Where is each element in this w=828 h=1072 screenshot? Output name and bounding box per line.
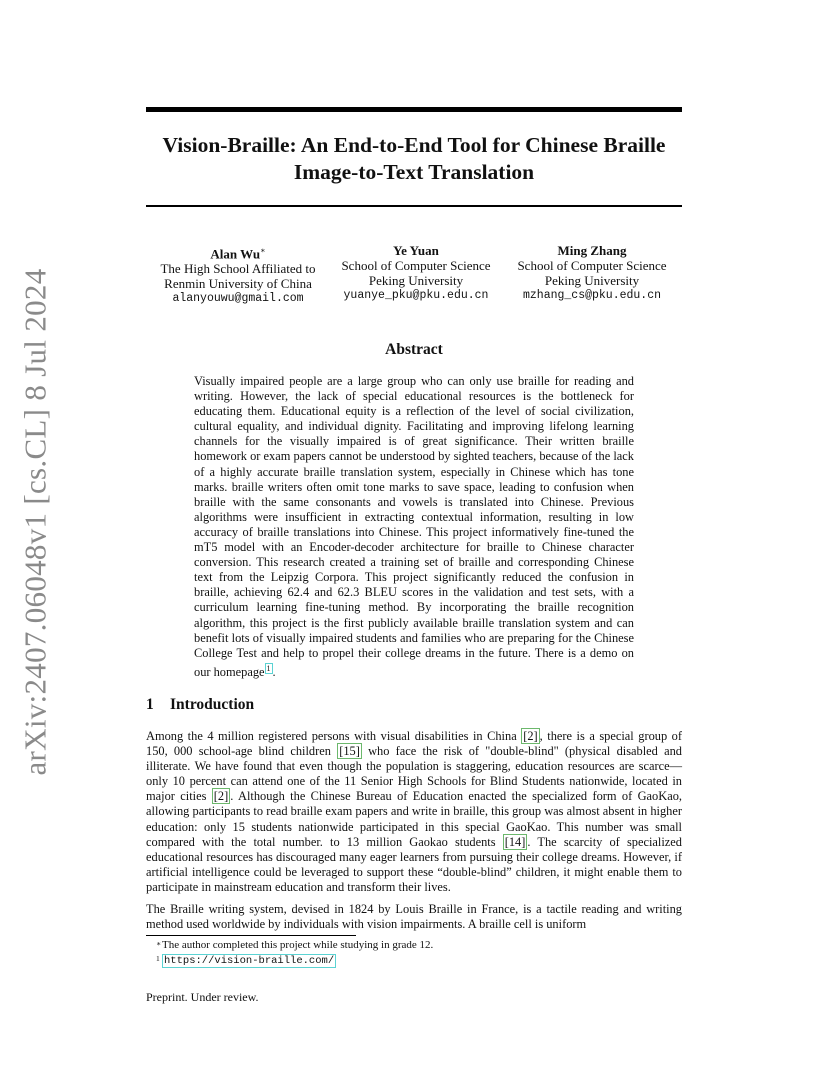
text-run: . Although the Chinese Bureau of Education enacted the specialized form of GaoKao, allowing participants to read braille exam papers and write in braille, this group was almost absent in higher education: only 15 students nationwide participated in this special GaoKao. This number was small compared with the total number. to 13 million Gaokao students [146, 789, 682, 849]
author-1 [153, 243, 323, 306]
title-line-1: Vision-Braille: An End-to-End Tool for Chinese Braille [162, 133, 666, 157]
author-email[interactable]: mzhang_cs@pku.edu.cn [522, 289, 662, 302]
footnote-homepage [156, 953, 433, 969]
title-line-2: Image-to-Text Translation [293, 160, 535, 184]
author-name: Alan Wu [210, 246, 261, 262]
footnote-text: The author completed this project while studying in grade 12. [162, 939, 434, 951]
author-email[interactable]: yuanye_pku@pku.edu.cn [343, 289, 489, 302]
author-3 [509, 243, 675, 306]
author-affiliation-line1: School of Computer Science [517, 258, 667, 273]
footnote-mark: ∗ [156, 939, 162, 948]
section-heading-introduction [146, 696, 254, 714]
abstract-body [194, 374, 634, 680]
author-affiliation-line1: The High School Affiliated to [160, 261, 316, 277]
author-footnote-marker: ∗ [260, 246, 266, 255]
section-title: Introduction [170, 696, 255, 713]
author-email[interactable]: alanyouwu@gmail.com [172, 292, 304, 306]
author-affiliation-line2: Peking University [544, 273, 640, 288]
citation-link[interactable]: [2] [213, 789, 229, 804]
paper-title [146, 132, 682, 186]
abstract-text: Visually impaired people are a large group who can only use braille for reading and writing. However, the lack of special educational resources is the bottleneck for educating them. Educational equity is a reflection of the level of social civilization, cultural equality, and individual dignity. Facilitating and improving lifelong learning channels for the visually impaired is of great significance. Their written braille homework or exam papers cannot be understood by sighted teachers, because of the lack of a highly accurate braille translation system, especially in Chinese which has tone marks. braille writers often omit tone marks to save space, leading to confusion when braille with the same consonants and vowels is translated into Chinese. Previous algorithms were insufficient in extracting contextual information, resulting in low accuracy of braille translations into Chinese. This project informatively fine-tuned the mT5 model with an Encoder-decoder architecture for braille to Chinese character conversion. This research created a training set of braille and corresponding Chinese text from the Leipzig Corpora. This project significantly reduced the confusion in braille, achieving 62.4 and 62.3 BLEU scores in the validation and test sets, with a curriculum learning fine-tuning method. By incorporating the braille recognition algorithm, this project is the first publicly available braille translation system and can benefit lots of visually impaired students and families who are preparing for the Chinese College Test and help to propel their college dreams in the future. There is a demo on our homepage [194, 374, 634, 679]
text-run: Among the 4 million registered persons with visual disabilities in China [146, 729, 522, 743]
text-run: who face the risk of "double-blind" (physical disabled and illiterate. We have found that even though the population is staggering, education resources are scarce—only 10 percent can attend one of the 11 Senior High Schools for Blind Students nationwide, located in major cities [146, 744, 682, 804]
section-number: 1 [146, 696, 154, 713]
arxiv-identifier-stamp [10, 268, 62, 776]
homepage-footnote-link[interactable]: 1 [266, 663, 271, 673]
intro-paragraph-1 [146, 729, 682, 895]
author-affiliation-line1: School of Computer Science [341, 258, 491, 273]
title-bottom-rule [146, 205, 682, 207]
author-block [146, 243, 682, 306]
homepage-url-link[interactable]: https://vision-braille.com/ [164, 955, 335, 967]
author-name: Ye Yuan [393, 243, 439, 258]
text-run: , there is a special group of 150, 000 school-age blind children [146, 729, 682, 759]
footnotes [156, 938, 434, 969]
author-2 [333, 243, 499, 306]
citation-link[interactable]: [14] [504, 834, 526, 849]
intro-paragraph-2: The Braille writing system, devised in 1824 by Louis Braille in France, is a tactile reading and writing method used worldwide by individuals with vision impairments. A braille cell is uniform [146, 902, 682, 932]
footnote-rule [146, 935, 356, 936]
citation-link[interactable]: [15] [339, 744, 360, 759]
abstract-end-punct: . [272, 664, 276, 679]
arxiv-identifier-text: arXiv:2407.06048v1 [cs.CL] 8 Jul 2024 [18, 268, 53, 776]
citation-link[interactable]: [2] [523, 729, 538, 743]
preprint-footer: Preprint. Under review. [146, 990, 259, 1004]
author-affiliation-line2: Peking University [368, 273, 464, 288]
text-run: . The scarcity of specialized educational resources has discouraged many eager learners from pursuing their college dreams. However, if artificial intelligence could be leveraged to support these “double-blind” children, it might enable them to participate in mainstream education and transform their lives. [146, 834, 682, 894]
introduction-body [146, 729, 682, 939]
footnote-mark: 1 [156, 954, 160, 963]
title-top-rule [146, 107, 682, 112]
abstract-heading: Abstract [385, 341, 443, 358]
footnote-author [156, 938, 434, 953]
author-affiliation-line2: Renmin University of China [164, 276, 312, 292]
author-name: Ming Zhang [557, 243, 627, 258]
